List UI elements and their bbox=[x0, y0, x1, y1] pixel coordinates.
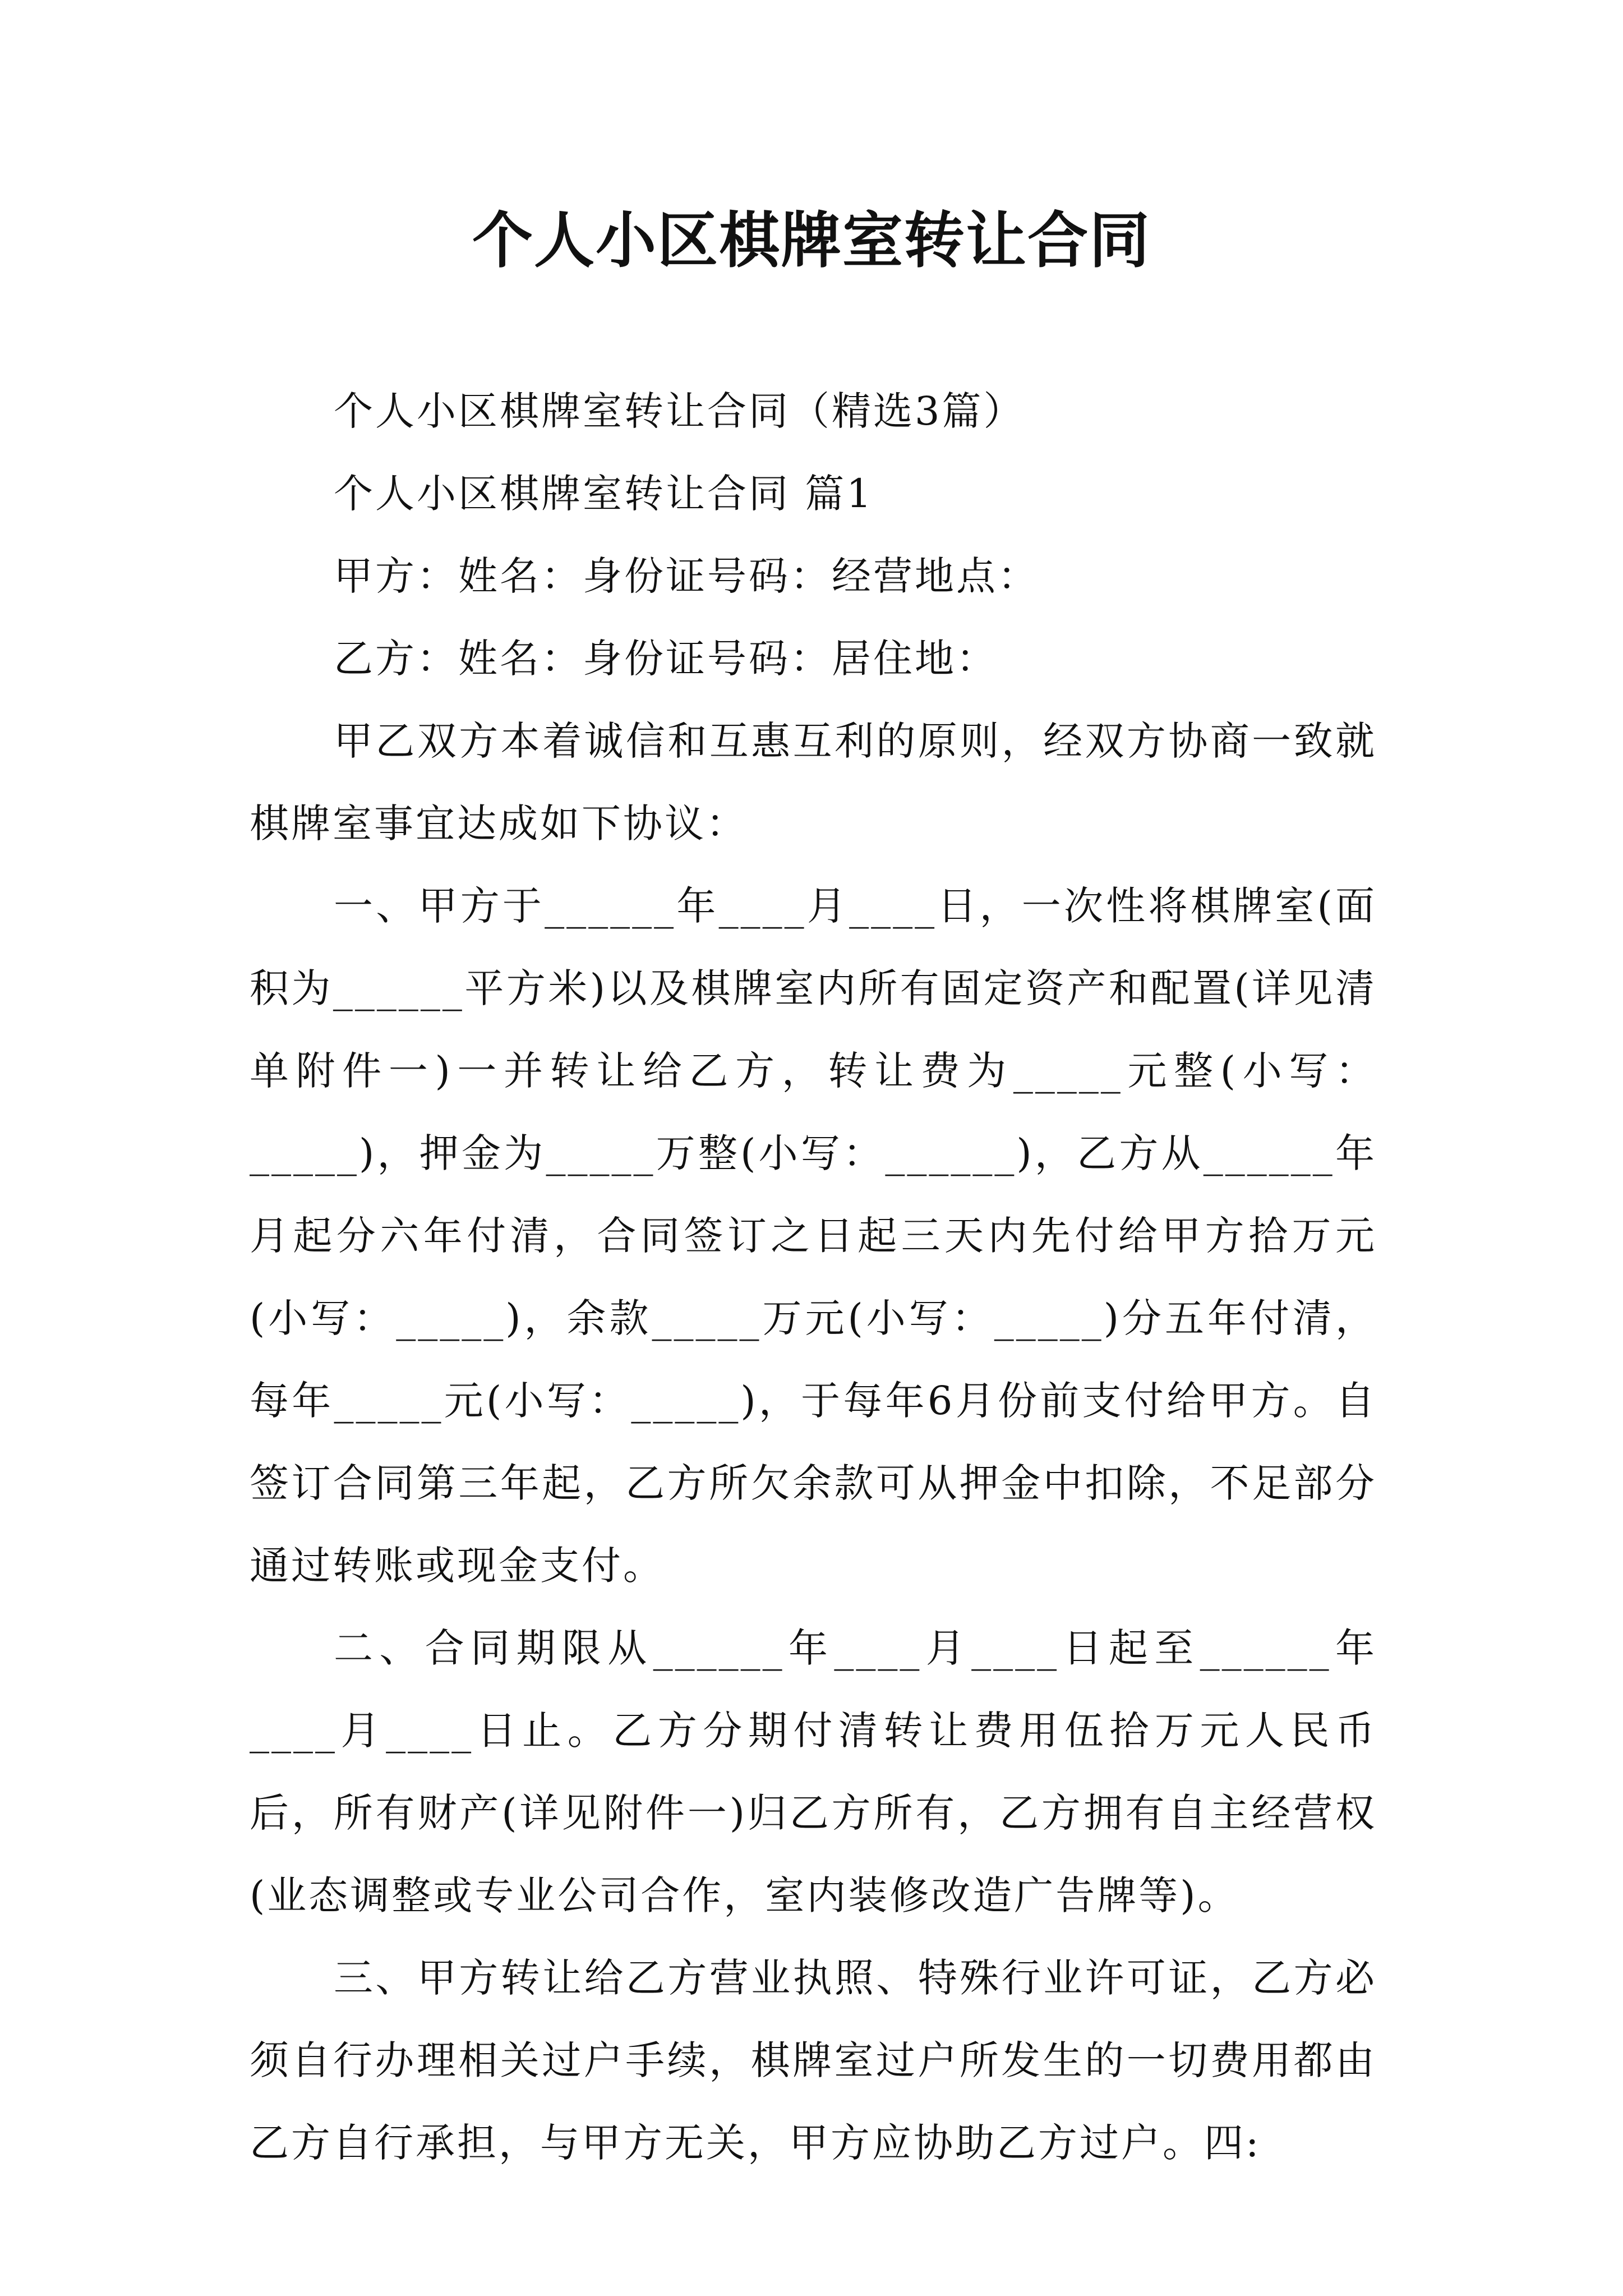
paragraph-intro: 甲乙双方本着诚信和互惠互利的原则，经双方协商一致就棋牌室事宜达成如下协议： bbox=[250, 718, 1377, 846]
document-title: 个人小区棋牌室转让合同 bbox=[472, 206, 1151, 276]
paragraph-party-a: 甲方：姓名：身份证号码：经营地点： bbox=[334, 553, 1039, 599]
paragraph-clause-3: 三、甲方转让给乙方营业执照、特殊行业许可证，乙方必须自行办理相关过户手续，棋牌室过户所发生的一切费用都由乙方自行承担，与甲方无关，甲方应协助乙方过户。四: bbox=[250, 1955, 1377, 2166]
paragraph-subtitle: 个人小区棋牌室转让合同（精选3篇） bbox=[334, 388, 1025, 434]
paragraph-party-b: 乙方：姓名：身份证号码：居住地： bbox=[334, 636, 998, 682]
paragraph-clause-1: 一、甲方于______年____月____日，一次性将棋牌室(面积为______平方米)以及棋牌室内所有固定资产和配置(详见清单附件一)一并转让给乙方，转让费为_____元整(小写：_____)，押金为_____万整(小写：______)，乙方从______年月起分六年付清，合同签订之日起三天内先付给甲方拾万元(小写：_____)，余款_____万元(小写：_____)分五年付清，每年_____元(小写：_____)，于每年6月份前支付给甲方。自签订合同第三年起，乙方所欠余款可从押金中扣除，不足部分通过转账或现金支付。 bbox=[250, 883, 1377, 1589]
paragraph-clause-2: 二、合同期限从______年____月____日起至______年____月____日止。乙方分期付清转让费用伍拾万元人民币后，所有财产(详见附件一)归乙方所有，乙方拥有自主经营权(业态调整或专业公司合作，室内装修改造广告牌等)。 bbox=[250, 1625, 1377, 1918]
document-body bbox=[250, 370, 1377, 2184]
paragraph-section-heading: 个人小区棋牌室转让合同 篇1 bbox=[334, 471, 874, 517]
